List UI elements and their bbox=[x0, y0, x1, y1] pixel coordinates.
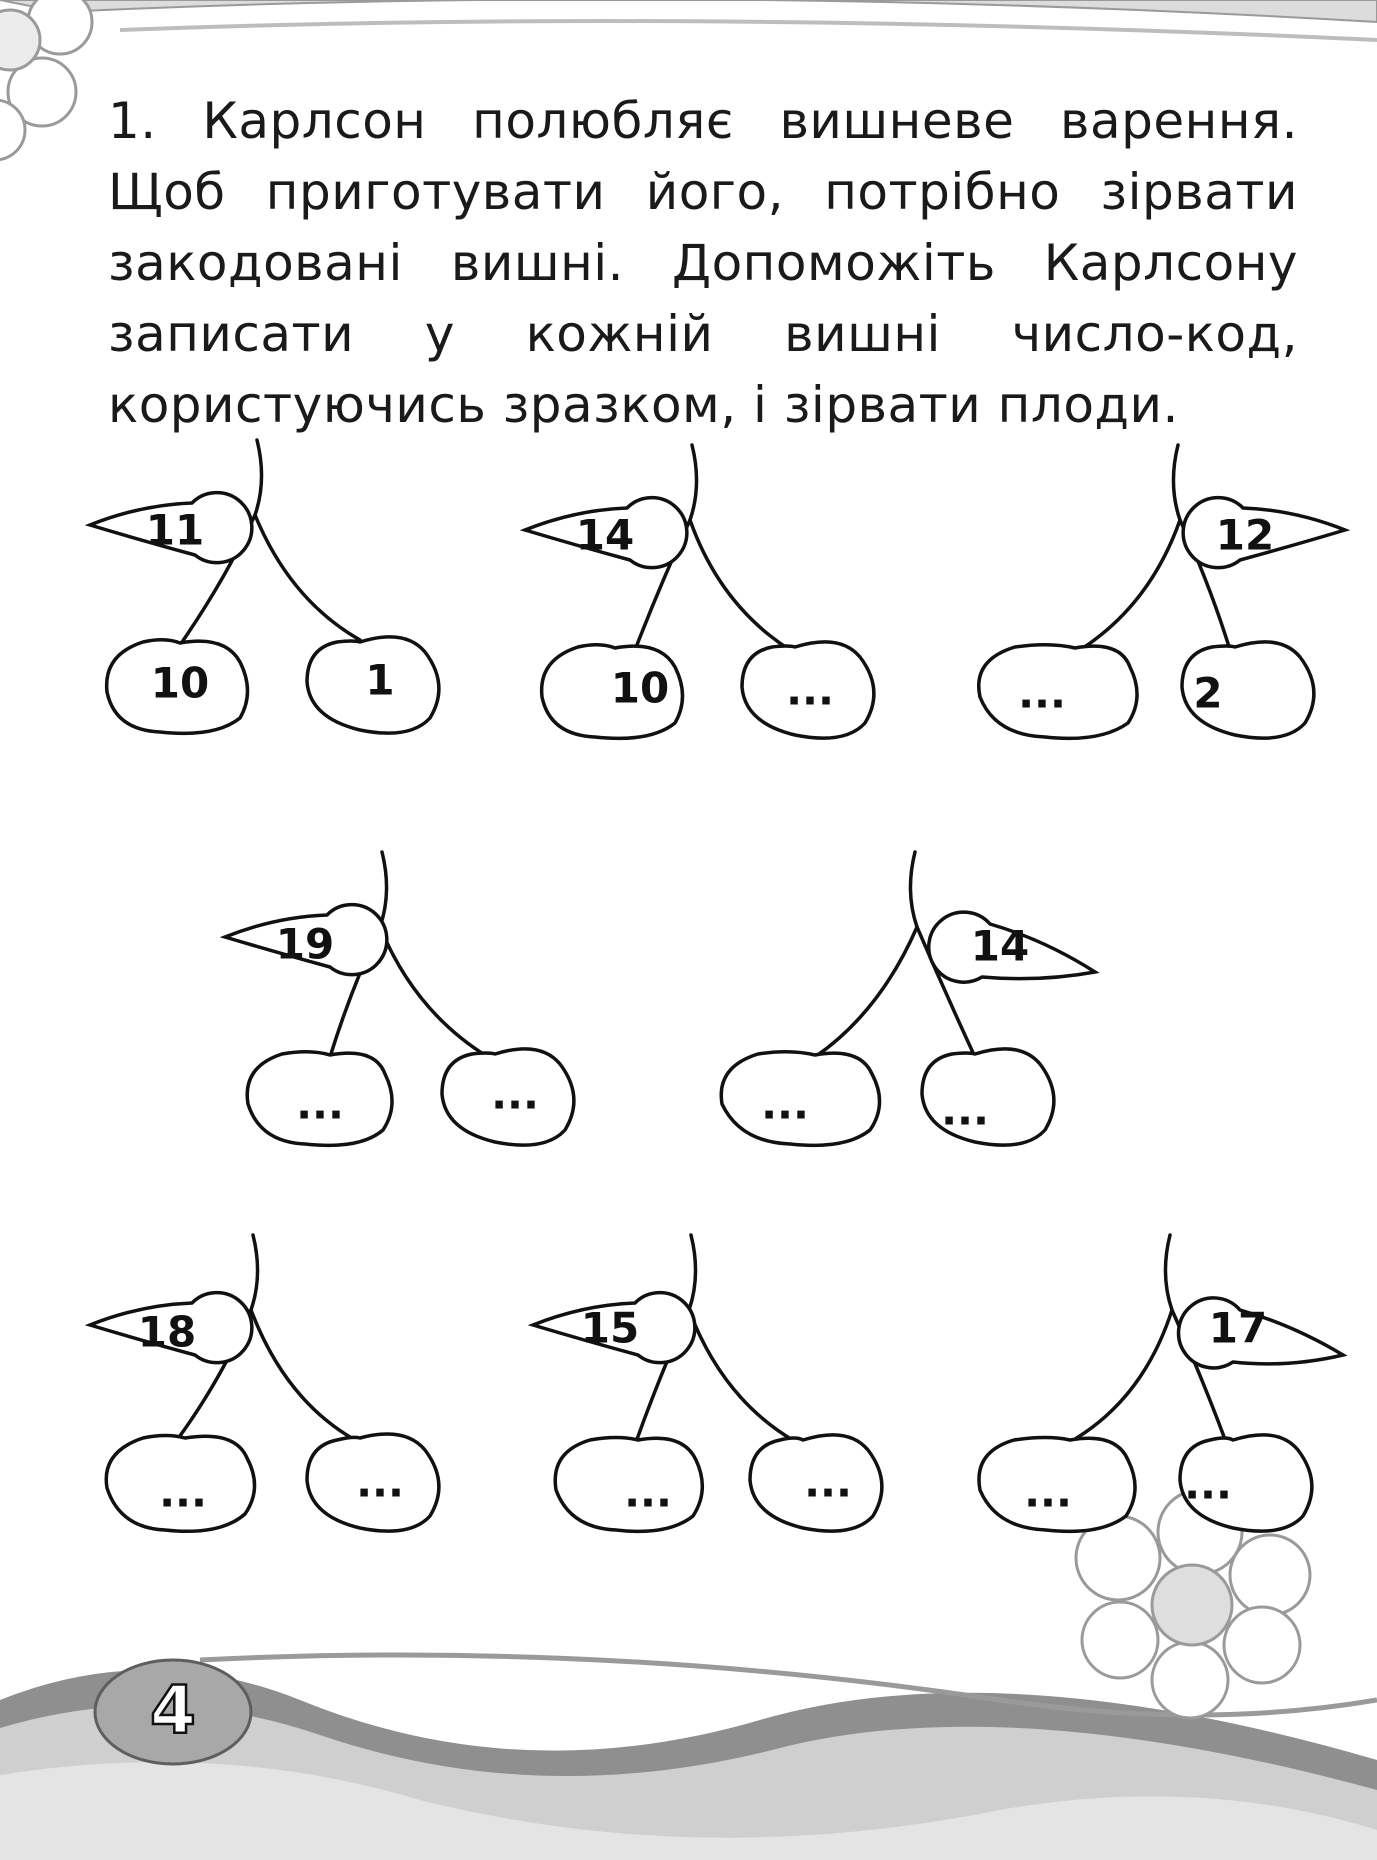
berry-right-number: ... bbox=[1184, 1459, 1232, 1509]
berry-right-number: 2 bbox=[1193, 668, 1223, 718]
cherry-6 bbox=[85, 1230, 485, 1560]
cherry-3 bbox=[950, 435, 1350, 765]
cherry-4 bbox=[220, 842, 620, 1172]
berry-right-number: 1 bbox=[365, 655, 395, 705]
berry-right-number: ... bbox=[941, 1085, 989, 1135]
task-text: 1. Карлсон полюбляє вишневе варення. Щоб приготувати його, потрібно зірвати закодовані вишні. Допоможіть Карлсону записати у кожній вишні число-код, користуючись зразком, і зірвати плоди. bbox=[108, 92, 1298, 434]
leaf-number: 12 bbox=[1215, 510, 1275, 560]
cherry-1 bbox=[85, 430, 485, 760]
berry-right-number: ... bbox=[804, 1457, 852, 1507]
cherry-5 bbox=[700, 842, 1100, 1172]
berry-left-number: ... bbox=[159, 1467, 207, 1517]
berry-left-number: 10 bbox=[150, 658, 210, 708]
berry-right-number: ... bbox=[356, 1457, 404, 1507]
cherry-2 bbox=[520, 435, 920, 765]
leaf-number: 19 bbox=[275, 919, 335, 969]
leaf-number: 11 bbox=[145, 505, 205, 555]
leaf-number: 18 bbox=[137, 1307, 197, 1357]
top-swoosh bbox=[0, 0, 1377, 22]
berry-left-number: ... bbox=[624, 1467, 672, 1517]
page-number: 4 bbox=[150, 1672, 196, 1749]
leaf-number: 14 bbox=[970, 921, 1030, 971]
berry-right-number: ... bbox=[786, 665, 834, 715]
berry-left-number: ... bbox=[1018, 668, 1066, 718]
berry-left-number: 10 bbox=[610, 663, 670, 713]
leaf-number: 17 bbox=[1208, 1303, 1268, 1353]
berry-left-number: ... bbox=[296, 1079, 344, 1129]
leaf-number: 15 bbox=[580, 1303, 640, 1353]
berry-left-number: ... bbox=[1024, 1467, 1072, 1517]
leaf-number: 14 bbox=[575, 510, 635, 560]
cherry-8 bbox=[948, 1230, 1348, 1560]
berry-right-number: ... bbox=[491, 1069, 539, 1119]
berry-left-number: ... bbox=[761, 1079, 809, 1129]
cherry-7 bbox=[528, 1230, 928, 1560]
flower-top-left bbox=[0, 0, 92, 160]
